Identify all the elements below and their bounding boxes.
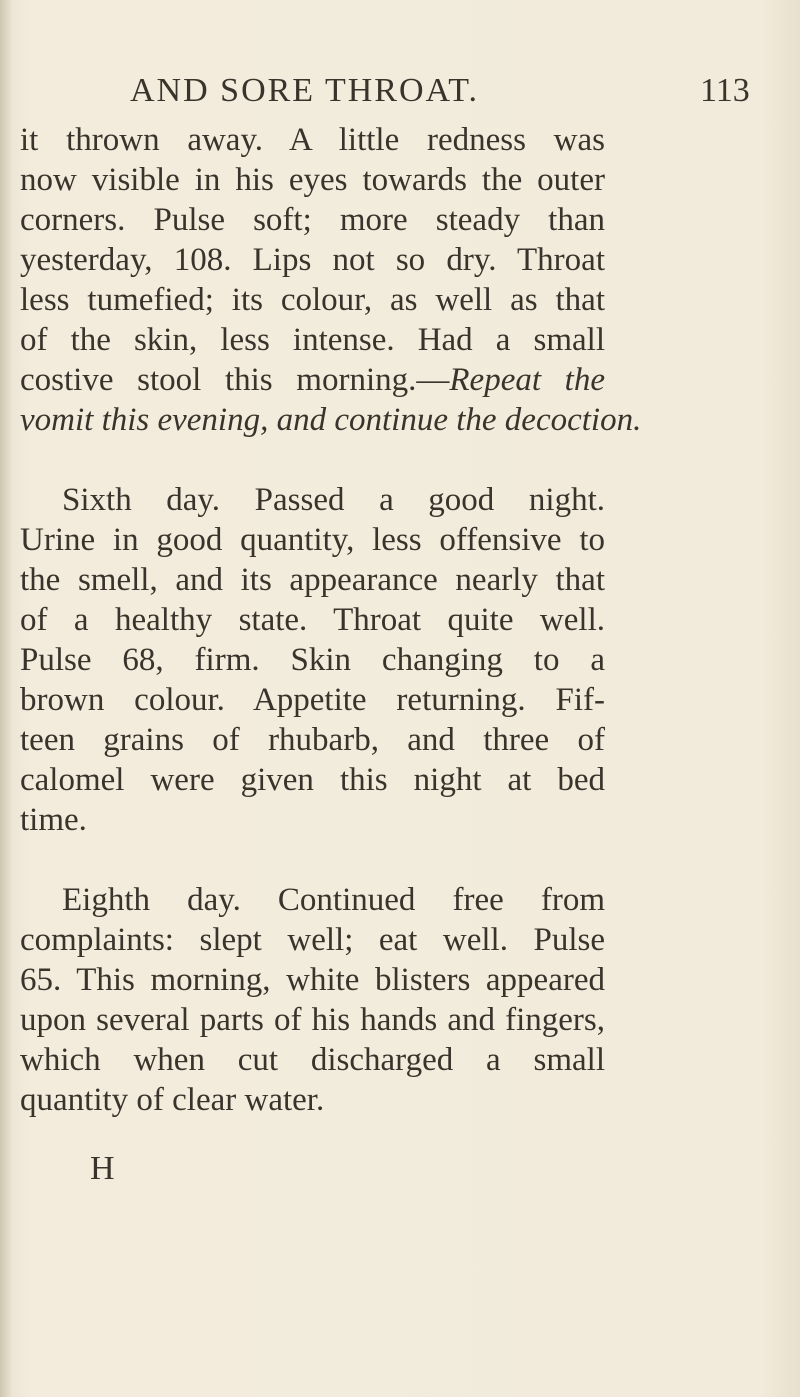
page-header: [0, 72, 800, 112]
text-line: brown colour. Appetite returning. Fif-: [20, 682, 605, 718]
text-line: Urine in good quantity, less offensive to: [20, 522, 605, 558]
paragraph-eighth-day: [20, 880, 605, 1120]
text-line: calomel were given this night at bed: [20, 762, 605, 798]
text-run-italic: Repeat the: [449, 362, 605, 398]
text-line-mixed: [20, 360, 605, 400]
text-line: yesterday, 108. Lips not so dry. Throat: [20, 242, 605, 278]
text-line: complaints: slept well; eat well. Pulse: [20, 922, 605, 958]
text-line-italic: vomit this evening, and continue the decoction.: [20, 402, 642, 438]
paragraph-continuation: [20, 120, 642, 440]
text-line: of the skin, less intense. Had a small: [20, 322, 605, 358]
text-line: 65. This morning, white blisters appeared: [20, 962, 605, 998]
text-line: which when cut discharged a small: [20, 1042, 605, 1078]
text-line: upon several parts of his hands and fingers,: [20, 1002, 605, 1038]
text-run-plain: costive stool this morning.—: [20, 362, 450, 398]
text-line: corners. Pulse soft; more steady than: [20, 202, 605, 238]
running-head: AND SORE THROAT.: [130, 72, 480, 109]
signature-mark: H: [90, 1150, 115, 1187]
text-line: Pulse 68, firm. Skin changing to a: [20, 642, 605, 678]
text-line: teen grains of rhubarb, and three of: [20, 722, 605, 758]
text-line: the smell, and its appearance nearly that: [20, 562, 605, 598]
text-line: time.: [20, 802, 87, 838]
text-line: less tumefied; its colour, as well as that: [20, 282, 605, 318]
body-text: [20, 120, 642, 1160]
text-line: Sixth day. Passed a good night.: [62, 482, 605, 518]
paragraph-sixth-day: [20, 480, 605, 840]
text-line: now visible in his eyes towards the outer: [20, 162, 605, 198]
gutter-shadow: [0, 0, 12, 1397]
text-line: Eighth day. Continued free from: [62, 882, 605, 918]
text-line: quantity of clear water.: [20, 1082, 325, 1118]
text-line: of a healthy state. Throat quite well.: [20, 602, 605, 638]
text-line: it thrown away. A little redness was: [20, 122, 605, 158]
page-number: 113: [700, 72, 750, 109]
